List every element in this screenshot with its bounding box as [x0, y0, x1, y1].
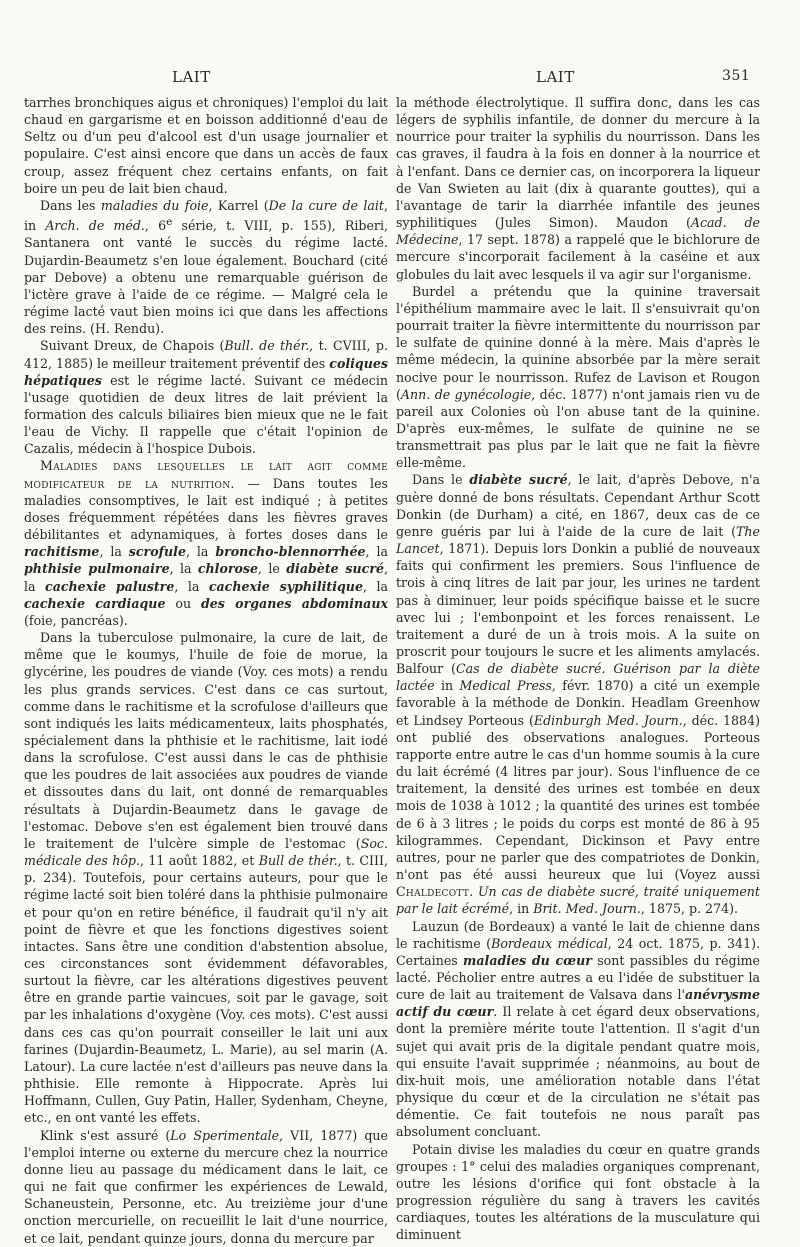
paragraph: la méthode électrolytique. Il suffira donc, dans les cas légers de syphilis infantile, de donner du mercure à la nourrice pour traiter la syphilis du nourrisson. Dans les cas graves, il faudra à la fois en donner à la nourrice et à l'enfant. Dans ce dernier cas, on incorporera la liqueur de Van Swieten au lait (dix à quarante gouttes), qui a l'avantage de tarir la diarrhée infantile des jeunes syphilitiques (Jules Simon). Maudon (Acad. de Médecine, 17 sept. 1878) a rappelé que le bichlorure de mercure s'incorporait facilement à la caséine et aux globules du lait avec lesquels il va agir sur l'organisme.	[396, 95, 760, 282]
paragraph: Maladies dans lesquelles le lait agit comme modificateur de la nutrition. — Dans toutes les maladies consomptives, le lait est indiqué ; à petites doses fréquemment répétées dans les fièvres graves débilitantes et adynamiques, à fortes doses dans le rachitisme, la scrofule, la broncho-blennorrhée, la phthisie pulmonaire, la chlorose, le diabète sucré, la cachexie palustre, la cachexie syphilitique, la cachexie cardiaque ou des organes abdominaux (foie, pancréas).	[24, 458, 389, 628]
paragraph: Burdel a prétendu que la quinine traversait l'épithélium mammaire avec le lait. Il s'ensuivrait qu'on pourrait traiter la fièvre intermittente du nourrisson par le sulfate de quinine donné à la mère. Mais d'après le même médecin, la quinine absorbée par la mère serait nocive pour le nourrisson. Rufez de Lavison et Rougon (Ann. de gynécologie, déc. 1877) n'ont jamais rien vu de pareil aux Colonies où l'on abuse tant de la quinine. D'après eux-mêmes, le sulfate de quinine ne se transmettrait pas plus par le lait que ne fait la fièvre elle-même.	[396, 283, 761, 471]
left-column	[24, 94, 388, 1247]
running-head-left: LAIT	[172, 68, 211, 86]
paragraph: Dans les maladies du foie, Karrel (De la cure de lait, in Arch. de méd., 6e série, t. VIII, p. 155), Riberi, Santanera ont vanté le succès du régime lacté. Dujardin-Beaumetz s'en loue également. Bouchard (cité par Debove) a obtenu une remarquable guérison de l'ictère grave à l'aide de ce régime. — Malgré cela le régime lacté vaut bien moins ici que dans les affections des reins. (H. Rendu).	[24, 197, 388, 337]
paragraph: Suivant Dreux, de Chapois (Bull. de thér., t. CVIII, p. 412, 1885) le meilleur traitement préventif des coliques hépatiques est le régime lacté. Suivant ce médecin l'usage quotidien de deux litres de lait prévient la formation des calculs biliaires bien mieux que ne le fait l'eau de Vichy. Il rappelle que c'était l'opinion de Cazalis, médecin à l'hospice Dubois.	[24, 338, 388, 457]
running-head-right: LAIT	[536, 68, 575, 86]
paragraph: Dans la tuberculose pulmonaire, la cure de lait, de même que le koumys, l'huile de foie de morue, la glycérine, les poudres de viande (Voy. ces mots) a rendu les plus grands services. C'est dans ce cas surtout, comme dans le rachitisme et la scrofulose d'ailleurs que sont indiqués les laits médicamenteux, laits phosphatés, spécialement dans la phthisie et le rachitisme, lait iodé dans la scrofulose. C'est aussi dans le cas de phthisie que les poudres de lait associées aux poudres de viande et dissoutes dans du lait, ont donné de remarquables résultats à Dujardin-Beaumetz dans le gavage de l'estomac. Debove s'en est également bien trouvé dans le traitement de l'ulcère simple de l'estomac (Soc. médicale des hôp., 11 août 1882, et Bull de thér., t. CIII, p. 234). Toutefois, pour certains auteurs, pour que le régime lacté soit bien toléré dans la phthisie pulmonaire et pour qu'on en retire bénéfice, il faudrait qu'il n'y ait point de fièvre et que les fonctions digestives soient intactes. Sans être une condition d'abstention absolue, ces circonstances sont évidemment défavorables, surtout la fièvre, car les altérations digestives peuvent être en grande partie vaincues, soit par le gavage, soit par les inhalations d'oxygène (Voy. ces mots). C'est aussi dans ces cas qu'on pourrait conseiller le lait uni aux farines (Dujardin-Beaumetz, L. Marie), au sel marin (A. Latour). La cure lactée n'est d'ailleurs pas neuve dans la phthisie. Elle remonte à Hippocrate. Après lui Hoffmann, Cullen, Guy Patin, Haller, Sydenham, Cheyne, etc., en ont vanté les effets.	[24, 630, 388, 1126]
right-column	[396, 94, 760, 1243]
paragraph: tarrhes bronchiques aigus et chroniques) l'emploi du lait chaud en gargarisme et en boisson additionné d'eau de Seltz ou d'un peu d'alcool est d'un usage journalier et populaire. C'est ainsi encore que dans un accès de faux croup, assez fréquent chez certains enfants, on fait boire un peu de lait bien chaud.	[24, 95, 388, 196]
paragraph: Potain divise les maladies du cœur en quatre grands groupes : 1° celui des maladies organiques comprenant, outre les lésions d'orifice qui font obstacle à la progression régulière du sang à travers les cavités cardiaques, toutes les altérations de la musculature qui diminuent	[396, 1141, 760, 1243]
paragraph: Lauzun (de Bordeaux) a vanté le lait de chienne dans le rachitisme (Bordeaux médical, 24 oct. 1875, p. 341). Certaines maladies du cœur sont passibles du régime lacté. Pécholier entre autres a eu l'idée de substituer la cure de lait au traitement de Valsava dans l'anévrysme actif du cœur. Il relate à cet égard deux observations, dont la première mérite toute l'attention. Il s'agit d'un sujet qui avait pris de la digitale pendant quatre mois, qui ensuite l'avait supprimée ; néanmoins, au bout de dix-huit mois, une amélioration notable dans l'état physique du cœur et de la circulation ne s'était pas démentie. Ce fait toutefois ne nous paraît pas absolument concluant.	[396, 918, 761, 1140]
page-number: 351	[722, 68, 751, 84]
paragraph: Klink s'est assuré (Lo Sperimentale, VII, 1877) que l'emploi interne ou externe du mercure chez la nourrice donne lieu au passage du médicament dans le lait, ce qui ne fait que confirmer les expériences de Lewald, Schaneustein, Personne, etc. Au treizième jour d'une onction mercurielle, on recueillit le lait d'une nourrice, et ce lait, pendant quinze jours, donna du mercure par	[24, 1127, 388, 1246]
paragraph: Dans le diabète sucré, le lait, d'après Debove, n'a guère donné de bons résultats. Cependant Arthur Scott Donkin (de Durham) a cité, en 1867, deux cas de ce genre guéris par lui à l'aide de la cure de lait (The Lancet, 1871). Depuis lors Donkin a publié de nouveaux faits qui confirment les premiers. Sous l'influence de trois à cinq litres de lait par jour, les urines ne tardent pas à diminuer, leur poids spécifique baisse et le sucre avec lui ; l'embonpoint et les forces renaissent. Le traitement a duré de un à trois mois. A la suite on proscrit pour toujours le sucre et les aliments amylacés. Balfour (Cas de diabète sucré. Guérison par la diète lactée in Medical Press, févr. 1870) a cité un exemple favorable à la méthode de Donkin. Headlam Greenhow et Lindsey Porteous (Edinburgh Med. Journ., déc. 1884) ont publié des observations analogues. Porteous rapporte entre autre le cas d'un homme soumis à la cure du lait écrémé (4 litres par jour). Sous l'influence de ce traitement, la densité des urines est tombée en deux mois de 1038 à 1012 ; la quantité des urines est tombée de 6 à 3 litres ; le poids du corps est monté de 86 à 95 kilogrammes. Cependant, Dickinson et Pavy entre autres, pour ne parler que des compatriotes de Donkin, n'ont pas été aussi heureux que lui (Voyez aussi Chaldecott. Un cas de diabète sucré, traité uniquement par le lait écrémé, in Brit. Med. Journ., 1875, p. 274).	[396, 472, 760, 917]
